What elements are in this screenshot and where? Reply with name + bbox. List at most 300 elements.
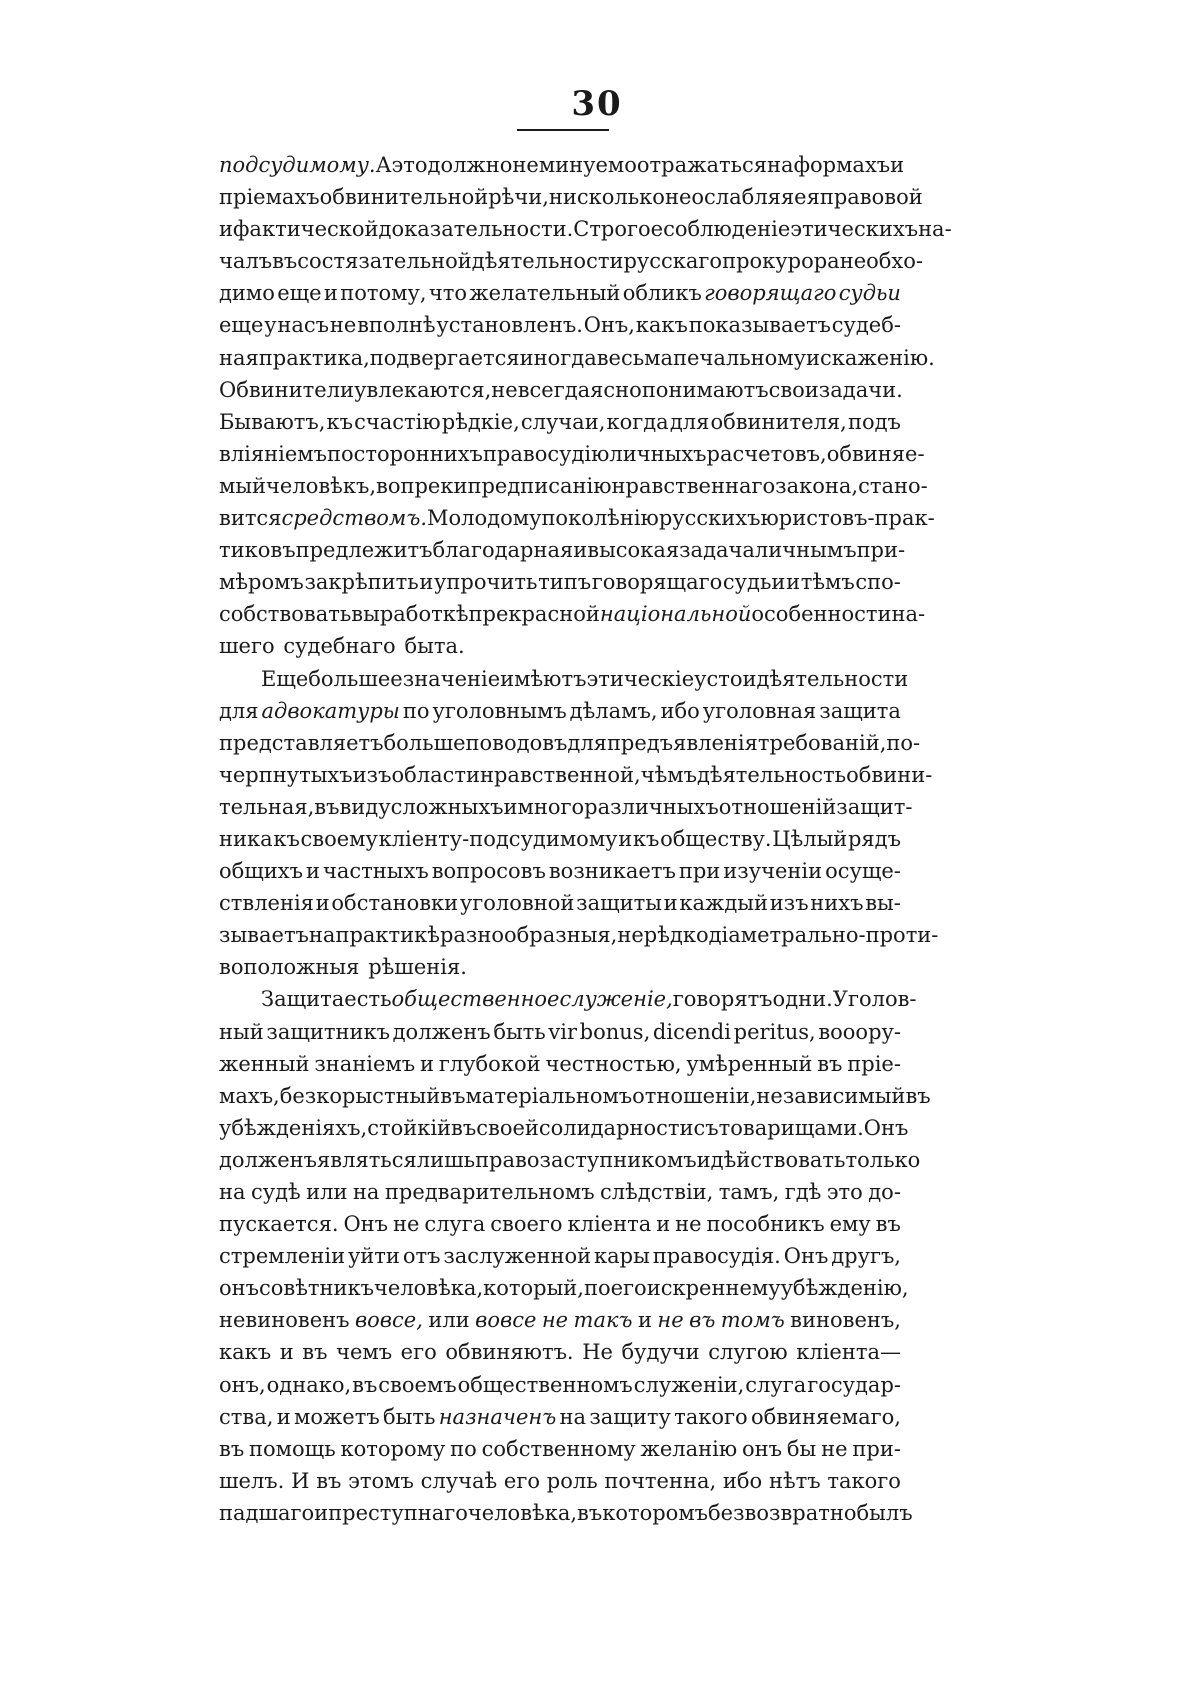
word: отношеніи, bbox=[632, 1083, 757, 1108]
word: отъ bbox=[402, 1244, 441, 1269]
word: нравственной, bbox=[479, 762, 641, 787]
word: воположныя bbox=[219, 955, 360, 980]
word: мѣромъ bbox=[219, 570, 304, 595]
word: какъ bbox=[635, 313, 688, 338]
word: отражаться bbox=[636, 153, 768, 177]
text-line bbox=[219, 663, 909, 695]
word: уйти bbox=[347, 1244, 400, 1269]
text-line bbox=[219, 438, 925, 470]
word: собственному bbox=[481, 1436, 636, 1461]
word: или bbox=[306, 1180, 348, 1204]
text-line bbox=[219, 1176, 901, 1208]
word: былъ bbox=[856, 1500, 913, 1525]
word: слугою bbox=[708, 1340, 788, 1365]
word: благодарная bbox=[432, 538, 574, 563]
word: по bbox=[583, 1276, 611, 1301]
word: совѣтникъ bbox=[259, 1276, 375, 1301]
word: вопросовъ bbox=[431, 859, 546, 884]
text-line bbox=[219, 919, 939, 951]
word: его bbox=[610, 1276, 647, 1301]
word: по- bbox=[886, 730, 921, 755]
word: общественномъ bbox=[457, 1372, 633, 1397]
word: ника bbox=[219, 826, 273, 851]
word: личнымъ bbox=[754, 538, 857, 563]
word: закона, bbox=[775, 473, 859, 498]
word: и bbox=[786, 570, 801, 595]
word: обстановки bbox=[331, 891, 459, 916]
word: должно bbox=[427, 153, 513, 177]
word: съ bbox=[693, 1115, 719, 1140]
text-line bbox=[219, 342, 935, 374]
word: черпнутыхъ bbox=[219, 762, 353, 787]
word: потому, bbox=[340, 281, 427, 306]
word: ная bbox=[219, 345, 259, 370]
word: знаніемъ bbox=[314, 1051, 416, 1076]
word: спо- bbox=[855, 570, 901, 595]
word: его bbox=[503, 1468, 540, 1493]
text-line bbox=[219, 791, 913, 823]
italic-word: такъ bbox=[573, 1308, 633, 1333]
word: ослабляя bbox=[691, 185, 795, 210]
word: Онъ bbox=[863, 1115, 909, 1140]
word: насъ bbox=[277, 313, 330, 338]
word: выработкѣ bbox=[351, 602, 469, 627]
word: въ bbox=[451, 1115, 477, 1140]
text-line bbox=[219, 1080, 931, 1112]
word: не bbox=[491, 377, 518, 402]
word: уголовная bbox=[702, 698, 817, 723]
word: и bbox=[890, 153, 905, 177]
word: служеніи, bbox=[633, 1372, 745, 1397]
word: Онъ bbox=[783, 1244, 829, 1269]
word: тѣмъ bbox=[800, 570, 855, 595]
word: другъ, bbox=[831, 1244, 901, 1269]
text-line bbox=[219, 598, 926, 630]
word: помощь bbox=[249, 1436, 336, 1461]
word: роль bbox=[546, 1468, 598, 1493]
word: значеніе bbox=[402, 666, 501, 691]
word: упрочить bbox=[434, 570, 538, 595]
text-line bbox=[219, 1497, 913, 1529]
word: пускается. bbox=[219, 1212, 339, 1237]
word: Бываютъ, bbox=[219, 409, 326, 434]
text-line bbox=[219, 887, 901, 919]
word: невиновенъ bbox=[219, 1308, 350, 1333]
word: многоразличныхъ bbox=[517, 794, 719, 819]
word: установленъ. bbox=[436, 313, 583, 338]
word: еще bbox=[219, 313, 264, 338]
word: Не bbox=[582, 1340, 613, 1365]
italic-word: не bbox=[541, 1308, 569, 1333]
word: не bbox=[821, 1436, 848, 1461]
word: судеб- bbox=[831, 313, 901, 338]
word: и bbox=[663, 891, 678, 916]
word: человѣкъ, bbox=[266, 473, 376, 498]
text-line bbox=[219, 213, 952, 245]
word: своему bbox=[300, 826, 378, 851]
word: судѣ bbox=[250, 1180, 301, 1204]
word: и bbox=[618, 826, 633, 851]
text-line bbox=[219, 277, 901, 309]
word: не bbox=[329, 313, 357, 338]
word: состязательной bbox=[297, 249, 472, 274]
text-line bbox=[219, 1048, 901, 1080]
word: еще bbox=[277, 281, 322, 306]
word: ства, bbox=[219, 1404, 274, 1429]
word: возникаетъ bbox=[548, 859, 676, 884]
text-line bbox=[219, 855, 901, 887]
word: въ bbox=[272, 249, 298, 274]
word: ему bbox=[829, 1212, 871, 1237]
word: обликъ bbox=[622, 281, 702, 306]
word: рядъ bbox=[847, 826, 901, 851]
word: убѣжденію, bbox=[780, 1276, 909, 1301]
word: человѣка, bbox=[374, 1276, 484, 1301]
word: этическіе bbox=[586, 666, 695, 691]
word: такого bbox=[827, 1468, 901, 1493]
text-line bbox=[219, 983, 917, 1015]
word: безвозвратно bbox=[708, 1500, 857, 1525]
word: обвиняемаго, bbox=[750, 1404, 901, 1429]
word: уголовнымъ bbox=[432, 698, 567, 723]
word: Онъ, bbox=[583, 313, 635, 338]
word: высокая bbox=[587, 538, 680, 563]
word: практикѣ bbox=[335, 923, 440, 948]
text-line bbox=[219, 149, 905, 181]
text-line bbox=[219, 1112, 909, 1144]
word: поводовъ bbox=[465, 730, 568, 755]
word: общихъ bbox=[219, 859, 304, 884]
word: прекрасной bbox=[468, 602, 600, 627]
word: его bbox=[400, 1340, 437, 1365]
word: до- bbox=[868, 1180, 901, 1204]
word: для bbox=[219, 698, 259, 723]
word: правосудія. bbox=[652, 1244, 781, 1269]
italic-word: въ bbox=[689, 1308, 716, 1333]
word: области bbox=[391, 762, 480, 787]
word: А bbox=[375, 153, 392, 177]
word: дѣятельности bbox=[756, 666, 909, 691]
word: необхо- bbox=[839, 249, 923, 274]
word: всегда bbox=[517, 377, 591, 402]
word: обвиняютъ. bbox=[445, 1340, 574, 1365]
word: онъ bbox=[742, 1436, 783, 1461]
word: слуга bbox=[745, 1372, 807, 1397]
word: къ bbox=[632, 826, 660, 851]
word: бы bbox=[786, 1436, 817, 1461]
word: мый bbox=[219, 473, 267, 498]
word: и bbox=[276, 1404, 291, 1429]
word: пособникъ bbox=[706, 1212, 825, 1237]
word: по bbox=[450, 1436, 477, 1461]
word: димо bbox=[219, 281, 275, 306]
word: на- bbox=[918, 217, 952, 242]
word: обвинителя, bbox=[710, 409, 847, 434]
italic-word: подсудимому. bbox=[219, 153, 376, 177]
word: на bbox=[352, 1180, 380, 1204]
word: вооору- bbox=[818, 1019, 901, 1044]
italic-word: томъ bbox=[720, 1308, 785, 1333]
word: собствовать bbox=[219, 602, 352, 627]
word: вопреки bbox=[376, 473, 468, 498]
word: человѣка, bbox=[467, 1500, 578, 1525]
word: своемъ bbox=[378, 1372, 457, 1397]
word: Цѣлый bbox=[772, 826, 848, 851]
word: Молодому bbox=[427, 506, 542, 531]
word: шего bbox=[219, 634, 275, 659]
word: подвергается bbox=[369, 345, 520, 370]
word: онъ, bbox=[219, 1372, 266, 1397]
word: говорящаго bbox=[591, 570, 723, 595]
word: осуще- bbox=[825, 859, 901, 884]
word: частныхъ bbox=[323, 859, 429, 884]
word: уголовной bbox=[459, 891, 575, 916]
word: желанію bbox=[640, 1436, 738, 1461]
text-line bbox=[219, 1336, 901, 1368]
word: ибо bbox=[722, 1468, 763, 1493]
word: гдѣ bbox=[784, 1180, 822, 1204]
word: ея bbox=[794, 185, 820, 210]
word: ибо bbox=[660, 698, 700, 723]
text-line bbox=[219, 1401, 901, 1433]
word: глубокой bbox=[438, 1051, 541, 1076]
word: убѣжденіяхъ, bbox=[219, 1115, 368, 1140]
word: иногда bbox=[519, 345, 597, 370]
word: Защита bbox=[261, 987, 345, 1012]
word: чѣмъ bbox=[640, 762, 697, 787]
text-line bbox=[219, 951, 901, 983]
word: больше bbox=[383, 730, 466, 755]
word: изученіи bbox=[723, 859, 823, 884]
word: увлекаются, bbox=[354, 377, 492, 402]
word: къ bbox=[273, 826, 300, 851]
word: независимый bbox=[756, 1083, 906, 1108]
word: дѣламъ, bbox=[569, 698, 658, 723]
word: въ bbox=[440, 1083, 466, 1108]
word: обществу. bbox=[660, 826, 772, 851]
word: долженъ bbox=[219, 1147, 318, 1172]
italic-word: не bbox=[657, 1308, 684, 1333]
word: одни. bbox=[772, 987, 833, 1012]
word: поколѣнію bbox=[541, 506, 659, 531]
word: dicendi bbox=[652, 1019, 731, 1044]
word: въ bbox=[316, 1468, 342, 1493]
word: кліента bbox=[567, 1212, 652, 1237]
word: этомъ bbox=[348, 1468, 414, 1493]
word: и bbox=[656, 1212, 671, 1237]
word: и bbox=[315, 891, 330, 916]
word: счастію bbox=[354, 409, 441, 434]
text-line bbox=[219, 406, 901, 438]
word: для bbox=[669, 409, 710, 434]
word: слуга bbox=[424, 1212, 486, 1237]
word: на bbox=[219, 1180, 246, 1204]
word: разнообразныя, bbox=[439, 923, 618, 948]
text-line bbox=[219, 1272, 909, 1304]
word: и bbox=[419, 570, 434, 595]
word: товарищами. bbox=[718, 1115, 864, 1140]
word: вліяніемъ bbox=[219, 441, 327, 466]
word: честностью, bbox=[545, 1051, 682, 1076]
text-line bbox=[219, 695, 901, 727]
text-line bbox=[219, 1369, 901, 1401]
word: у bbox=[264, 313, 277, 338]
word: ясно bbox=[590, 377, 642, 402]
word: изъ bbox=[769, 891, 809, 916]
text-line bbox=[219, 1208, 901, 1240]
text-line bbox=[219, 470, 928, 502]
italic-word: вовсе bbox=[475, 1308, 537, 1333]
word: фактической bbox=[233, 217, 379, 242]
word: показываетъ bbox=[688, 313, 831, 338]
word: peritus, bbox=[733, 1019, 816, 1044]
text-line bbox=[219, 374, 901, 406]
word: заслуженной bbox=[443, 1244, 592, 1269]
word: не bbox=[664, 185, 692, 210]
word: особенности bbox=[751, 602, 892, 627]
word: преступнаго bbox=[328, 1500, 468, 1525]
word: женный bbox=[219, 1051, 310, 1076]
word: искреннему bbox=[646, 1276, 781, 1301]
italic-word: вовсе, bbox=[354, 1308, 423, 1333]
word: махъ, bbox=[219, 1083, 280, 1108]
word: и bbox=[314, 1500, 329, 1525]
word: сложныхъ bbox=[390, 794, 504, 819]
word: въ bbox=[302, 1340, 328, 1365]
text-line bbox=[219, 759, 933, 791]
word: чемъ bbox=[336, 1340, 393, 1365]
word: этическихъ bbox=[790, 217, 919, 242]
word: и bbox=[503, 794, 518, 819]
word: въ bbox=[875, 1212, 901, 1237]
word: дѣятельность bbox=[696, 762, 847, 787]
text-line bbox=[219, 727, 921, 759]
word: прокурора bbox=[722, 249, 840, 274]
word: тиковъ bbox=[219, 538, 296, 563]
word: есть bbox=[344, 987, 392, 1012]
word: предъявленія bbox=[606, 730, 758, 755]
word: тельная, bbox=[219, 794, 315, 819]
word: защиты bbox=[576, 891, 662, 916]
word: защита bbox=[819, 698, 901, 723]
word: кары bbox=[594, 1244, 650, 1269]
word: солидарности bbox=[538, 1115, 694, 1140]
word: стремленіи bbox=[219, 1244, 346, 1269]
word: постороннихъ bbox=[326, 441, 483, 466]
word: по bbox=[402, 698, 430, 723]
word: долженъ bbox=[392, 1019, 491, 1044]
word: русскихъ bbox=[658, 506, 761, 531]
word: безкорыстный bbox=[279, 1083, 441, 1108]
word: стойкій bbox=[367, 1115, 452, 1140]
word: защитникъ bbox=[266, 1019, 390, 1044]
word: правозаступникомъ bbox=[475, 1147, 697, 1172]
word: обвиняе- bbox=[826, 441, 925, 466]
word: предлежитъ bbox=[295, 538, 433, 563]
word: рѣдкіе, bbox=[441, 409, 520, 434]
word: обвинительной bbox=[319, 185, 489, 210]
word: виду bbox=[339, 794, 391, 819]
word: будучи bbox=[621, 1340, 700, 1365]
word: на bbox=[767, 153, 794, 177]
word: не bbox=[392, 1212, 420, 1237]
word: и bbox=[219, 217, 233, 242]
italic-word: говорящаго bbox=[704, 281, 837, 306]
word: почтенна, bbox=[604, 1468, 717, 1493]
word: подъ bbox=[847, 409, 901, 434]
word: понимаютъ bbox=[641, 377, 769, 402]
word: нѣтъ bbox=[768, 1468, 821, 1493]
word: предписанію bbox=[467, 473, 612, 498]
word: соблюденіе bbox=[663, 217, 791, 242]
word: правовой bbox=[819, 185, 923, 210]
word: рѣчи, bbox=[488, 185, 549, 210]
word: и bbox=[696, 1147, 711, 1172]
word: и bbox=[637, 1308, 652, 1333]
word: государ- bbox=[807, 1372, 901, 1397]
word: судебнаго bbox=[283, 634, 396, 659]
italic-word: служеніе, bbox=[559, 987, 673, 1012]
text-line bbox=[219, 1240, 901, 1272]
text-line bbox=[219, 1016, 901, 1048]
word: дѣятельности bbox=[471, 249, 624, 274]
word: искаженію. bbox=[805, 345, 935, 370]
word: матеріальномъ bbox=[465, 1083, 633, 1108]
word: требованій, bbox=[757, 730, 887, 755]
word: которому bbox=[340, 1436, 446, 1461]
italic-word: національной bbox=[599, 602, 752, 627]
word: отношеній bbox=[718, 794, 837, 819]
word: задачи. bbox=[818, 377, 903, 402]
page-number-rule bbox=[517, 129, 609, 131]
word: какъ bbox=[219, 1340, 272, 1365]
word: и bbox=[279, 1340, 294, 1365]
word: и bbox=[419, 1051, 434, 1076]
word: печальному bbox=[673, 345, 806, 370]
word: неминуемо bbox=[512, 153, 637, 177]
word: кліента— bbox=[796, 1340, 901, 1365]
word: vir bbox=[548, 1019, 578, 1044]
word: не bbox=[675, 1212, 702, 1237]
word: случаѣ bbox=[420, 1468, 498, 1493]
word: Строгое bbox=[573, 217, 664, 242]
word: при- bbox=[852, 1436, 901, 1461]
text-line bbox=[219, 1465, 901, 1497]
word: шелъ. bbox=[219, 1468, 285, 1493]
word: являться bbox=[317, 1147, 417, 1172]
word: нравственнаго bbox=[611, 473, 776, 498]
word: это bbox=[391, 153, 428, 177]
word: на bbox=[559, 1404, 587, 1429]
word: нихъ bbox=[810, 891, 864, 916]
word: чалъ bbox=[219, 249, 273, 274]
word: лишь bbox=[416, 1147, 476, 1172]
word: расчетовъ, bbox=[706, 441, 827, 466]
word: рѣшенія. bbox=[368, 955, 467, 980]
word: которомъ bbox=[602, 1500, 709, 1525]
italic-word: судьи bbox=[838, 281, 901, 306]
word: когда bbox=[606, 409, 669, 434]
text-line bbox=[219, 181, 923, 213]
word: что bbox=[428, 281, 467, 306]
word: нерѣдко bbox=[617, 923, 709, 948]
word: устои bbox=[694, 666, 757, 691]
italic-word: назначенъ bbox=[438, 1404, 557, 1429]
word: юристовъ-прак- bbox=[760, 506, 935, 531]
word: и bbox=[306, 859, 321, 884]
word: при- bbox=[856, 538, 906, 563]
word: правосудію bbox=[482, 441, 610, 466]
